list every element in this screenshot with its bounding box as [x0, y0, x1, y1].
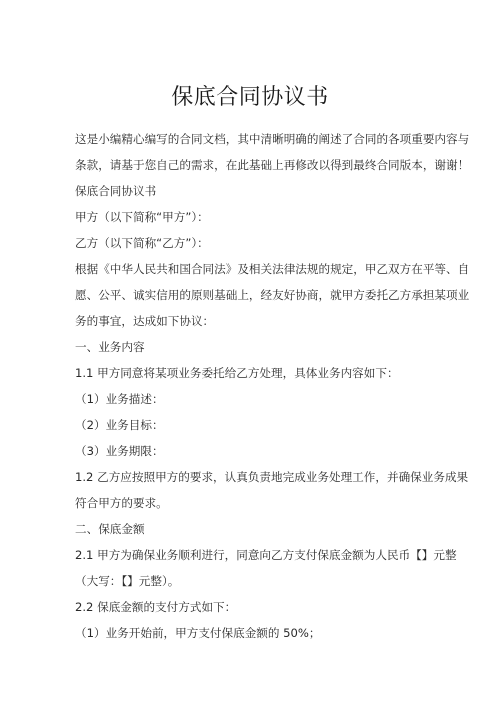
preamble-line-3: 务的事宜，达成如下协议：: [75, 314, 215, 328]
clause-1-2-line-1: 1.2 乙方应按照甲方的要求，认真负责地完成业务处理工作，并确保业务成果: [75, 470, 469, 484]
intro-line-2: 条款，请基于您自己的需求，在此基础上再修改以得到最终合同版本，谢谢！: [75, 158, 470, 172]
section-heading-business: 一、业务内容: [75, 340, 145, 354]
contract-heading: 保底合同协议书: [75, 184, 157, 198]
clause-2-2: 2.2 保底金额的支付方式如下：: [75, 600, 237, 614]
party-a-line: 甲方（以下简称“甲方”）：: [75, 210, 209, 224]
clause-item-description: （1）业务描述：: [75, 392, 164, 406]
section-heading-guarantee: 二、保底金额: [75, 522, 145, 536]
intro-line-1: 这是小编精心编写的合同文档，其中清晰明确的阐述了合同的各项重要内容与: [75, 132, 470, 146]
clause-2-1-line-1: 2.1 甲方为确保业务顺利进行，同意向乙方支付保底金额为人民币【】元整: [75, 548, 457, 562]
clause-1-2-line-2: 符合甲方的要求。: [75, 496, 168, 510]
document-title: 保底合同协议书: [171, 85, 329, 110]
preamble-line-1: 根据《中华人民共和国合同法》及相关法律法规的规定，甲乙双方在平等、自: [75, 262, 470, 276]
party-b-line: 乙方（以下简称“乙方”）：: [75, 236, 209, 250]
clause-1-1: 1.1 甲方同意将某项业务委托给乙方处理，具体业务内容如下：: [75, 366, 399, 380]
clause-item-term: （3）业务期限：: [75, 444, 164, 458]
clause-2-1-line-2: （大写：【】元整）。: [75, 574, 180, 588]
clause-2-2-item-1: （1）业务开始前，甲方支付保底金额的 50%；: [75, 626, 321, 640]
document-body: [75, 126, 470, 646]
preamble-line-2: 愿、公平、诚实信用的原则基础上，经友好协商，就甲方委托乙方承担某项业: [75, 288, 470, 302]
clause-item-goal: （2）业务目标：: [75, 418, 164, 432]
